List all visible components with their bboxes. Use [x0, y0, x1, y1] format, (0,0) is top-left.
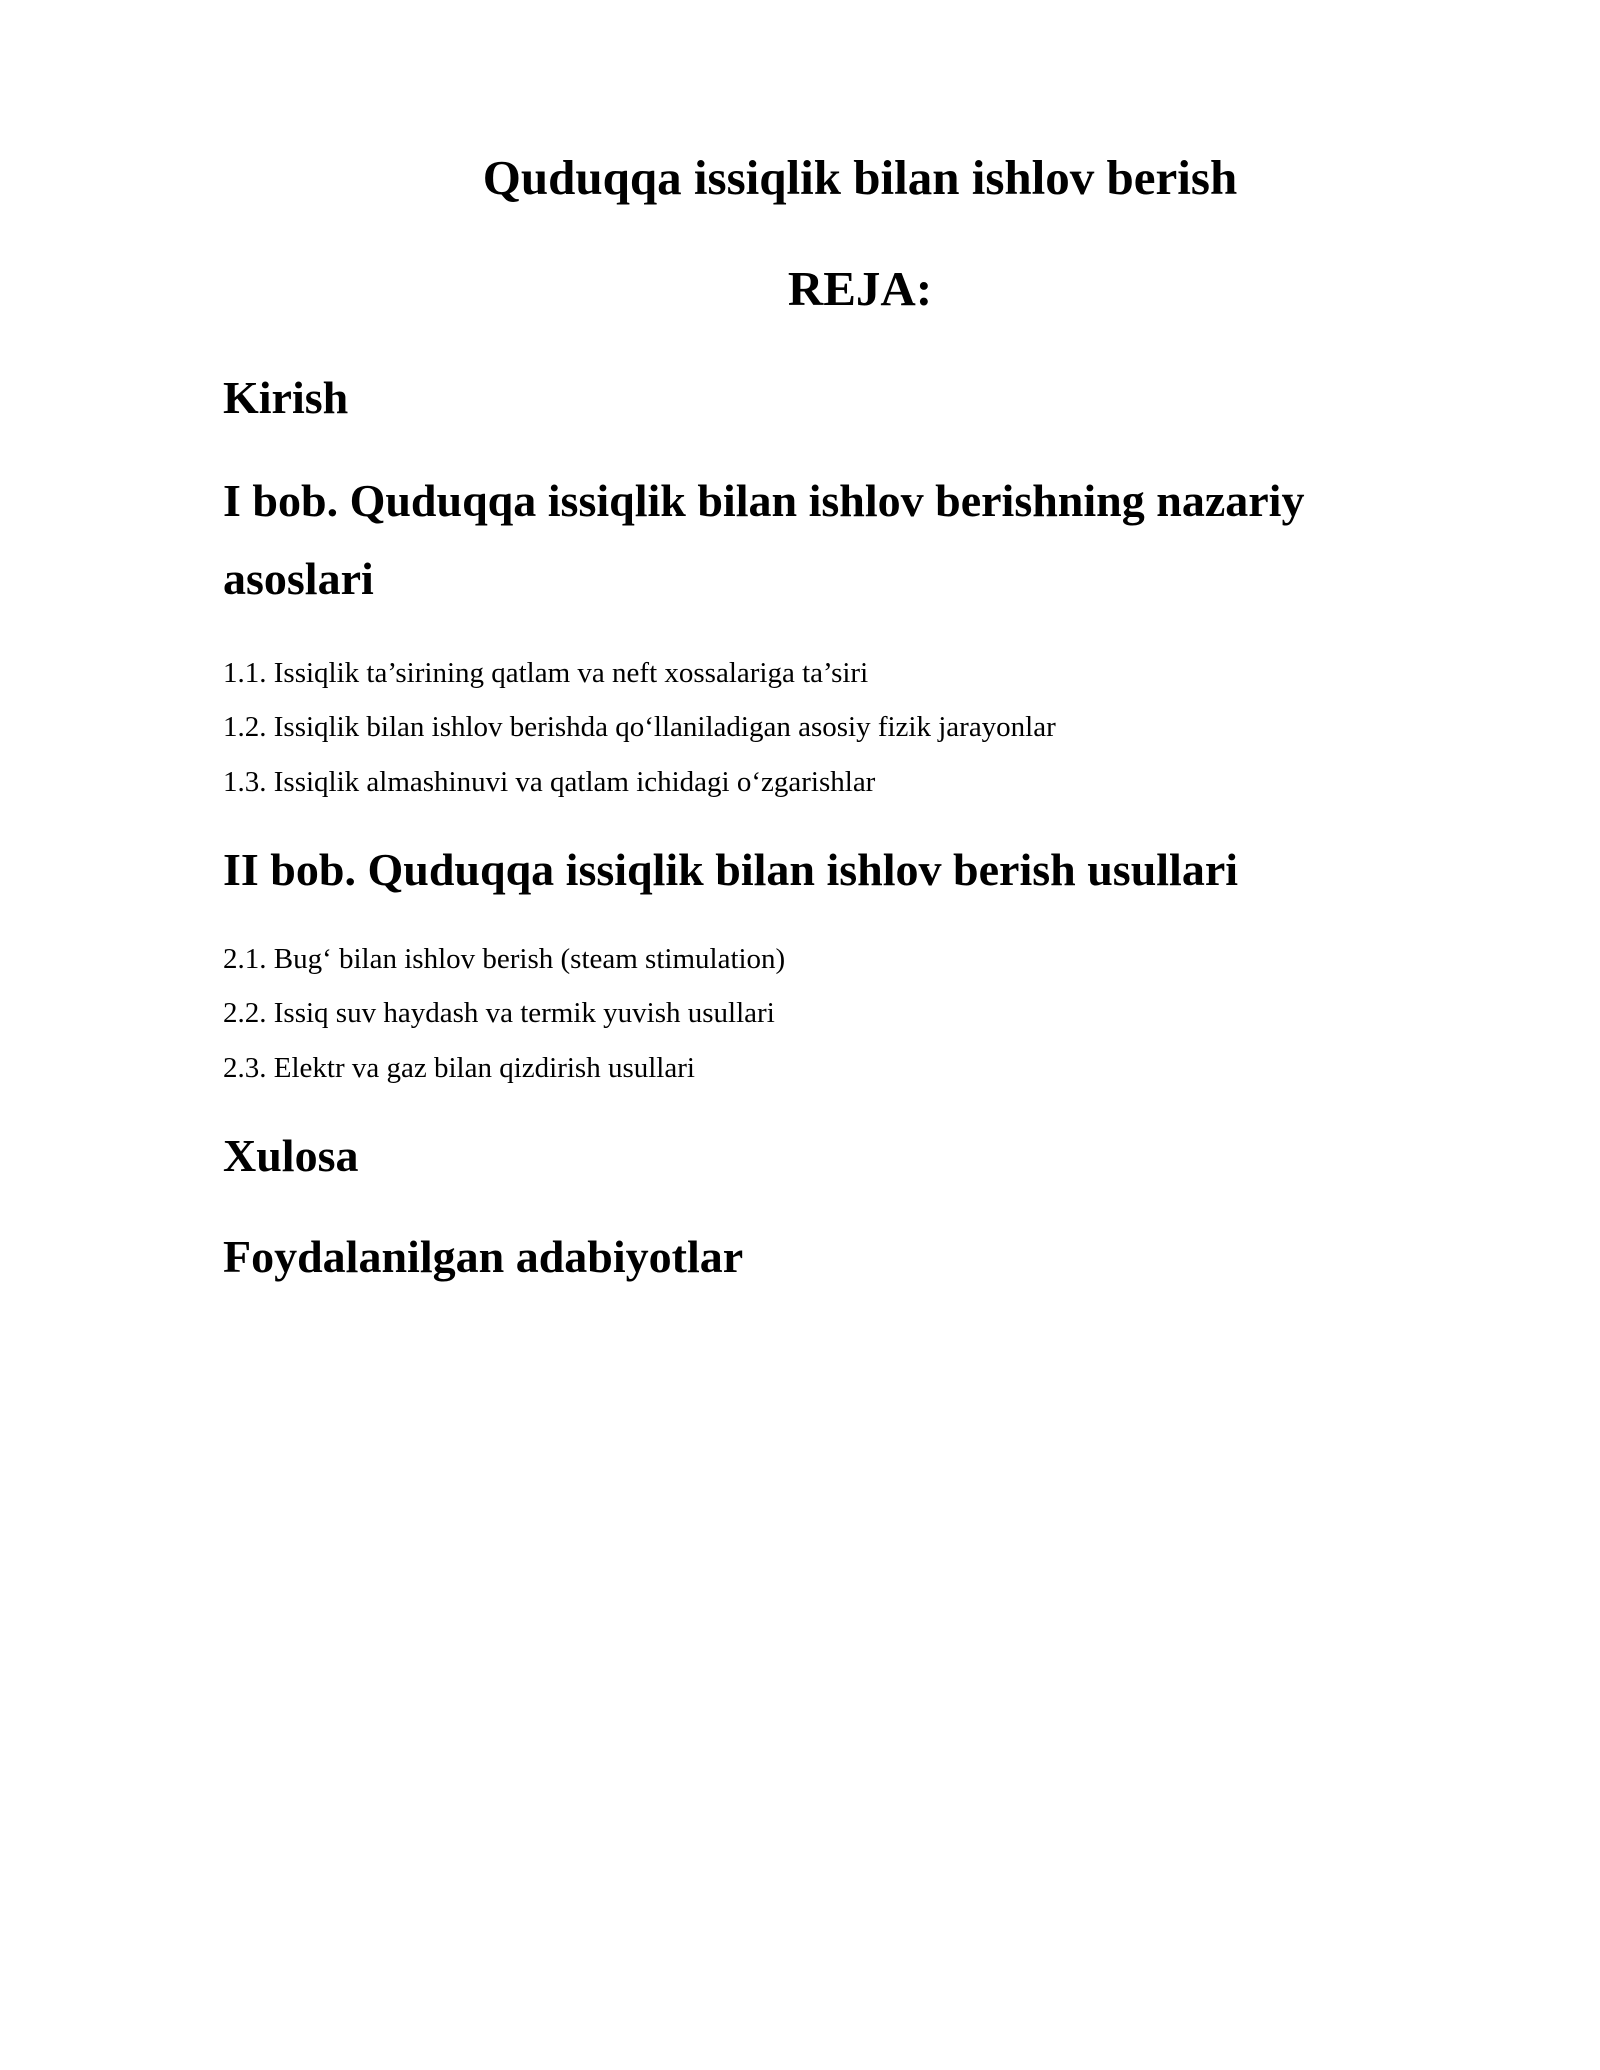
chapter1-item-3: 1.3. Issiqlik almashinuvi va qatlam ichidagi o‘zgarishlar [223, 766, 876, 798]
document-title: Quduqqa issiqlik bilan ishlov berish [482, 150, 1238, 205]
chapter1-item-1: 1.1. Issiqlik ta’sirining qatlam va neft xossalariga ta’siri [223, 657, 869, 689]
chapter2-item-3: 2.3. Elektr va gaz bilan qizdirish usullari [223, 1052, 695, 1084]
chapter2-title: II bob. Quduqqa issiqlik bilan ishlov berish usullari [223, 844, 1239, 895]
conclusion-heading: Xulosa [223, 1130, 359, 1181]
references-heading: Foydalanilgan adabiyotlar [223, 1231, 744, 1282]
chapter1-item-2: 1.2. Issiqlik bilan ishlov berishda qo‘llaniladigan asosiy fizik jarayonlar [223, 711, 1056, 743]
chapter2-item-1: 2.1. Bug‘ bilan ishlov berish (steam stimulation) [223, 943, 786, 975]
chapter2-item-2: 2.2. Issiq suv haydash va termik yuvish usullari [223, 997, 775, 1029]
plan-heading: REJA: [787, 261, 933, 316]
chapter1-title-line1: I bob. Quduqqa issiqlik bilan ishlov berishning nazariy [223, 475, 1305, 526]
intro-heading: Kirish [223, 372, 349, 423]
chapter1-title-line2: asoslari [223, 553, 374, 604]
